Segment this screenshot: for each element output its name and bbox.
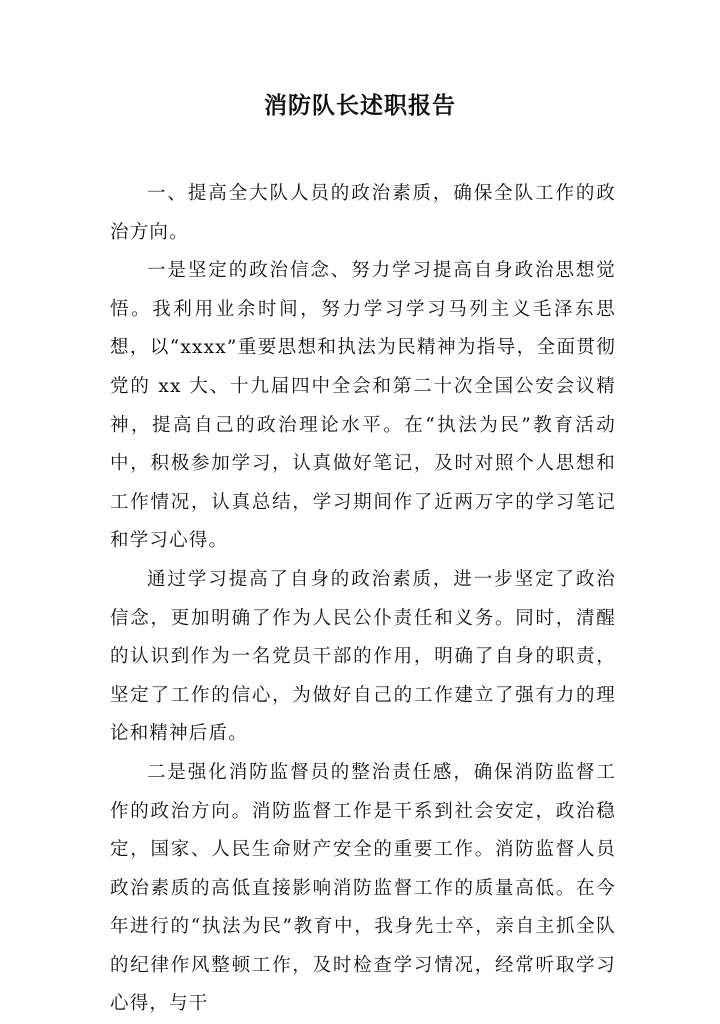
paragraph-study-results: 通过学习提高了自身的政治素质，进一步坚定了政治信念，更加明确了作为人民公仆责任和义务。同时，清醒的认识到作为一名党员干部的作用，明确了自身的职责，坚定了工作的信心，为做好自己的工作建立了强有力的理论和精神后盾。 [110,568,616,745]
paragraph-political-belief: 一是坚定的政治信念、努力学习提高自身政治思想觉悟。我利用业余时间，努力学习学习马列主义毛泽东思想，以“xxxx”重要思想和执法为民精神为指导，全面贯彻党的 xx 大、十九届四中全会和第二十次全国公安会议精神，提高自己的政治理论水平。在“执法为民”教育活动中，积极参加学习，认真做好笔记，及时对照个人思想和工作情况，认真总结，学习期间作了近两万字的学习笔记和学习心得。 [110,260,616,552]
document-body [110,175,616,1024]
paragraph-section-heading: 一、提高全大队人员的政治素质，确保全队工作的政治方向。 [110,183,616,243]
document-title: 消防队长述职报告 [264,93,456,119]
paragraph-supervision-duty: 二是强化消防监督员的整治责任感，确保消防监督工作的政治方向。消防监督工作是干系到社会安定，政治稳定，国家、人民生命财产安全的重要工作。消防监督人员政治素质的高低直接影响消防监督工作的质量高低。在今年进行的“执法为民”教育中，我身先士卒，亲自主抓全队的纪律作风整顿工作，及时检查学习情况，经常听取学习心得，与干 [110,761,616,1015]
